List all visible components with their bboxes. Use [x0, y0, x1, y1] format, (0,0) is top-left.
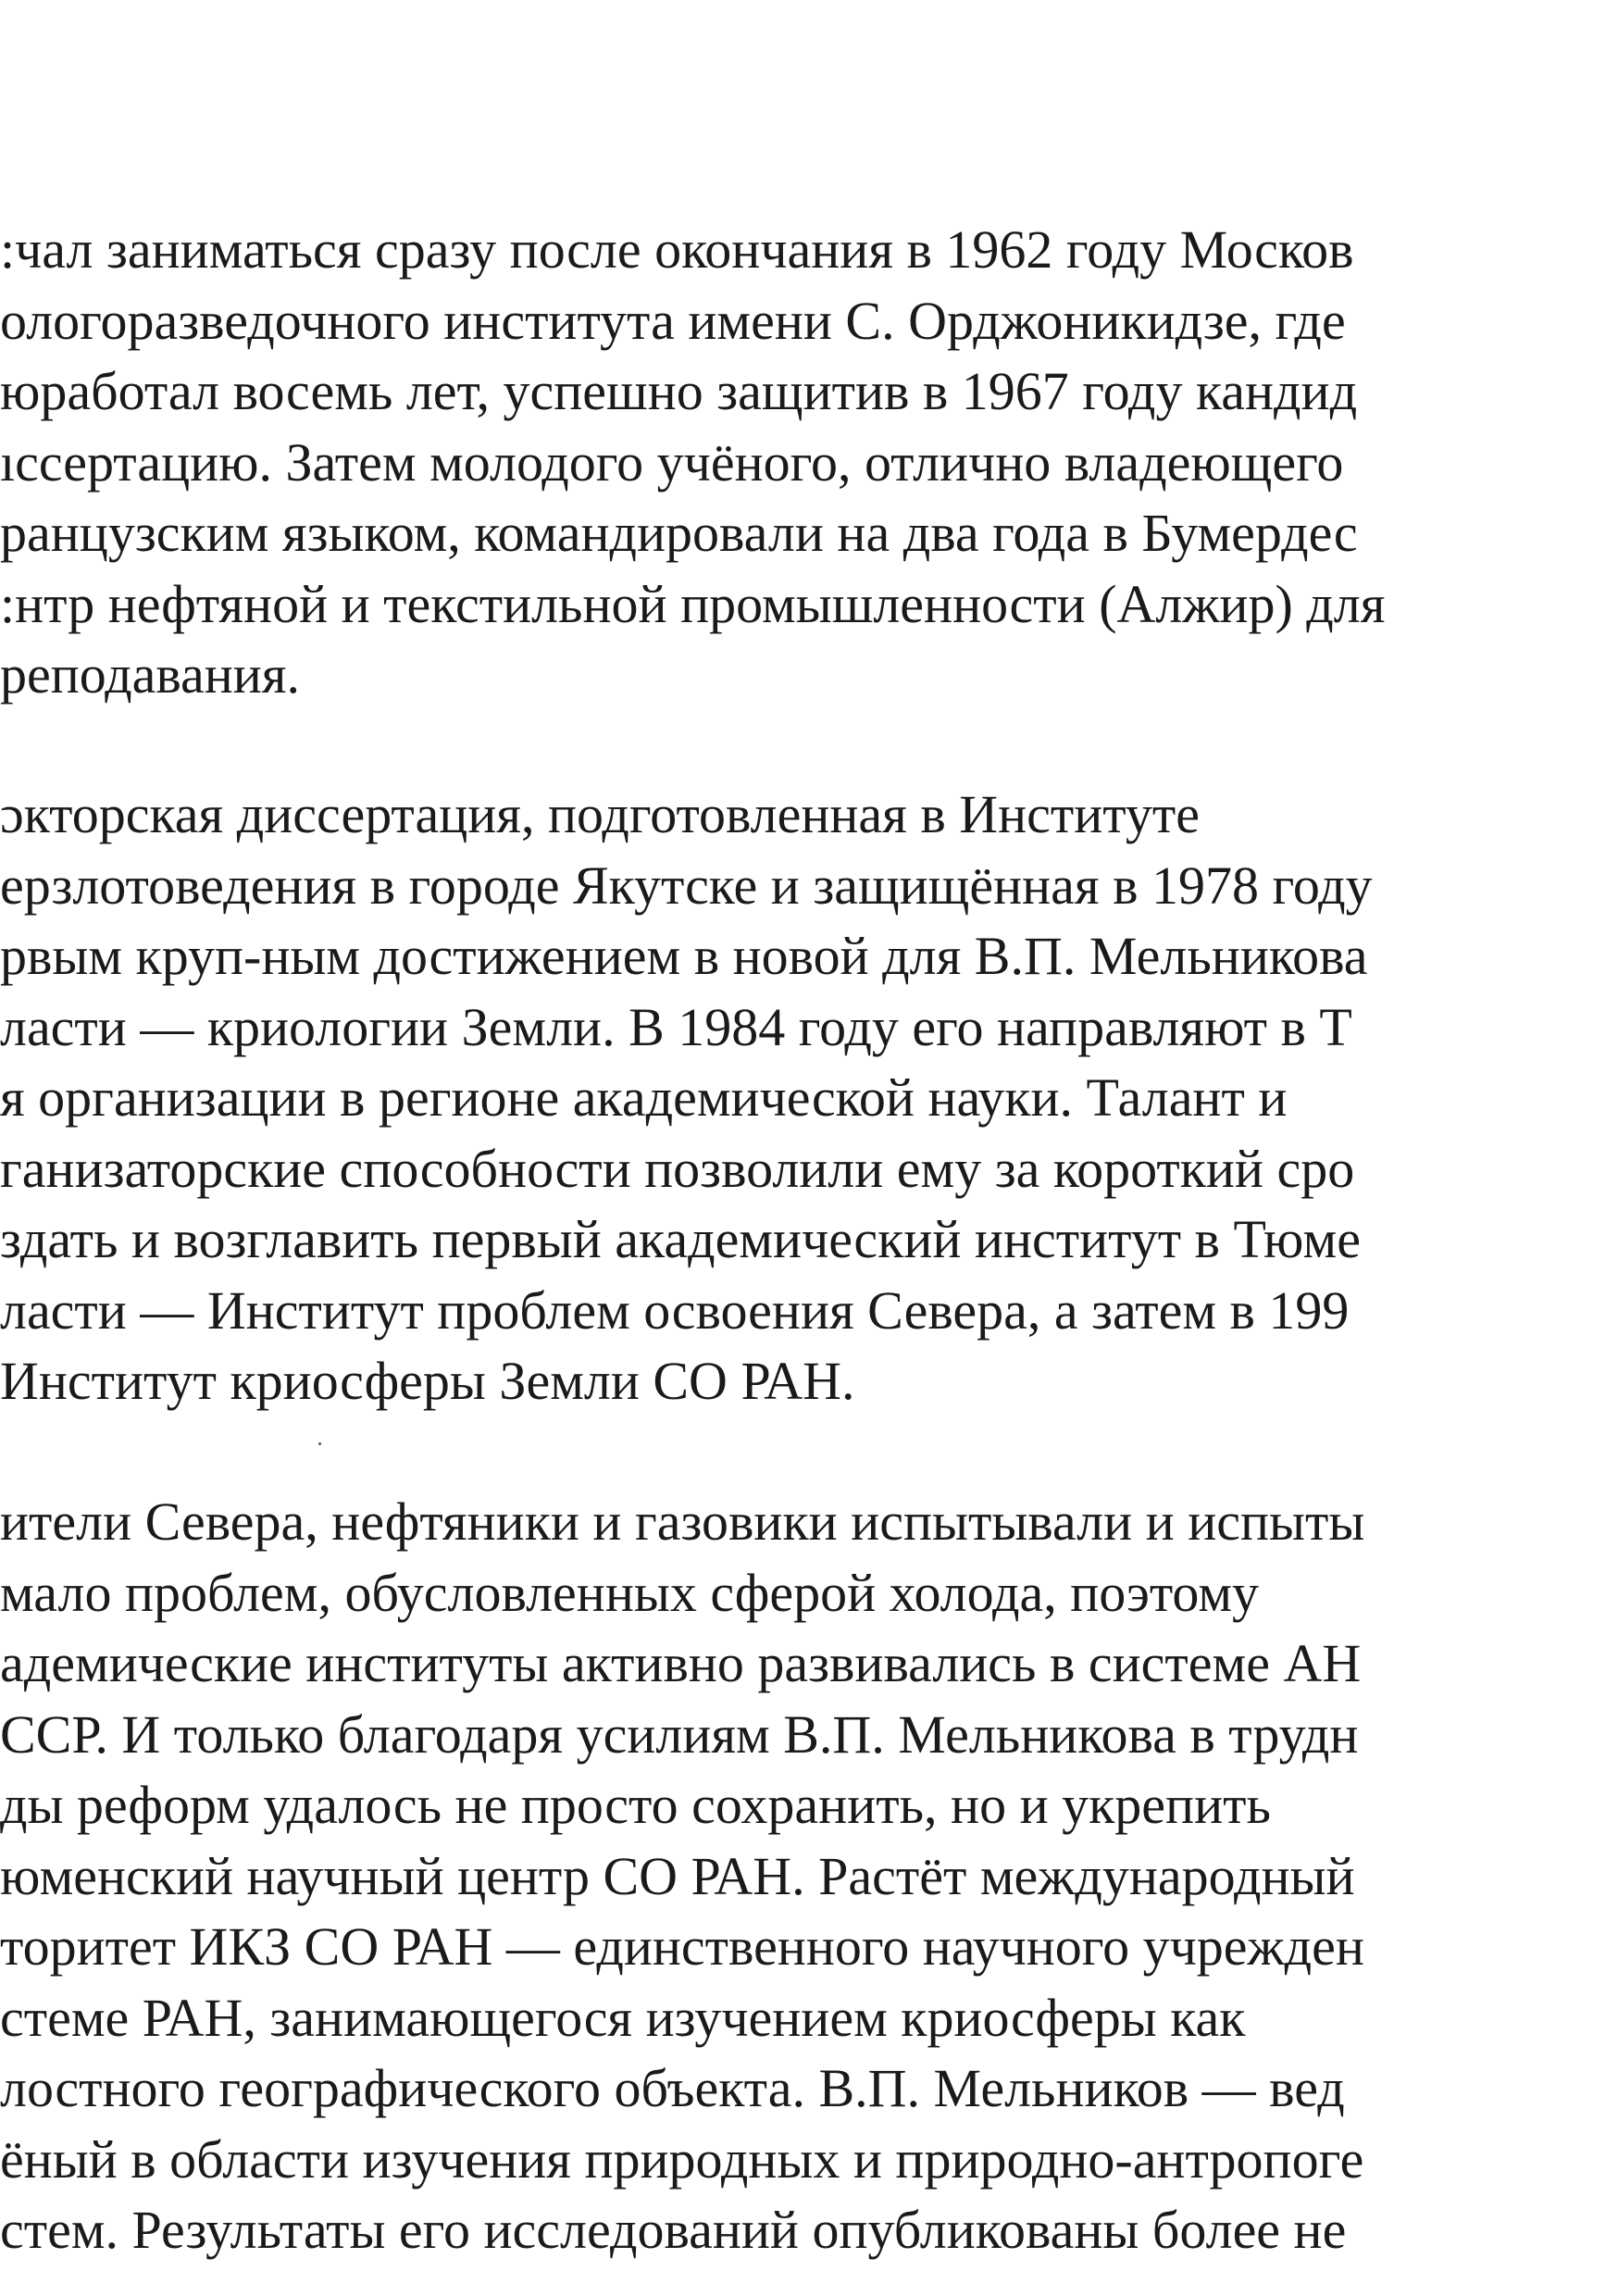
- text-line: здать и возглавить первый академический институт в Тюме: [0, 1209, 1361, 1269]
- scan-speck: [318, 1442, 321, 1445]
- paragraph-3: [0, 1487, 1618, 2266]
- text-line: ласти — криологии Земли. В 1984 году его направляют в Т: [0, 996, 1352, 1057]
- text-line: рвым круп-ным достижением в новой для В.П. Мельникова: [0, 926, 1368, 986]
- text-line: ители Севера, нефтяники и газовики испытывали и испыты: [0, 1491, 1365, 1552]
- text-line: ıссертацию. Затем молодого учёного, отлично владеющего: [0, 431, 1344, 493]
- text-line: реподавания.: [0, 644, 300, 705]
- paragraph-1: [0, 215, 1618, 711]
- text-line: ранцузским языком, командировали на два года в Бумердес: [0, 503, 1358, 563]
- text-line: ологоразведочного института имени С. Орджоникидзе, где: [0, 290, 1346, 351]
- text-line: лостного географического объекта. В.П. Мельников — вед: [0, 2058, 1345, 2118]
- text-line: я организации в регионе академической науки. Талант и: [0, 1067, 1288, 1128]
- text-line: стеме РАН, занимающегося изучением криосферы как: [0, 1987, 1246, 2048]
- text-line: ерзлотоведения в городе Якутске и защищённая в 1978 году: [0, 855, 1373, 916]
- text-line: ɔкторская диссертация, подготовленная в Институте: [0, 784, 1200, 844]
- text-line: :нтр нефтяной и текстильной промышленности (Алжир) для: [0, 573, 1386, 634]
- paragraph-2: [0, 780, 1618, 1417]
- text-line: ласти — Институт проблем освоения Севера, а затем в 199: [0, 1279, 1350, 1341]
- text-line: ёный в области изучения природных и природно-антропоге: [0, 2128, 1364, 2190]
- text-line: мало проблем, обусловленных сферой холода, поэтому: [0, 1562, 1260, 1623]
- text-line: Институт криосферы Земли СО РАН.: [0, 1351, 855, 1411]
- text-line: :чал заниматься сразу после окончания в 1962 году Москов: [0, 219, 1354, 280]
- text-line: юработал восемь лет, успешно защитив в 1967 году кандид: [0, 361, 1358, 421]
- text-line: ССР. И только благодаря усилиям В.П. Мельникова в трудн: [0, 1703, 1359, 1765]
- text-line: стем. Результаты его исследований опубликованы более не: [0, 2200, 1347, 2260]
- text-line: юменский научный центр СО РАН. Растёт международный: [0, 1845, 1355, 1906]
- text-line: ганизаторские способности позволили ему за короткий сро: [0, 1138, 1355, 1199]
- text-line: адемические институты активно развивались в системе АН: [0, 1633, 1362, 1693]
- text-line: ды реформ удалось не просто сохранить, но и укрепить: [0, 1775, 1271, 1835]
- text-line: торитет ИКЗ СО РАН — единственного научного учрежден: [0, 1916, 1364, 1977]
